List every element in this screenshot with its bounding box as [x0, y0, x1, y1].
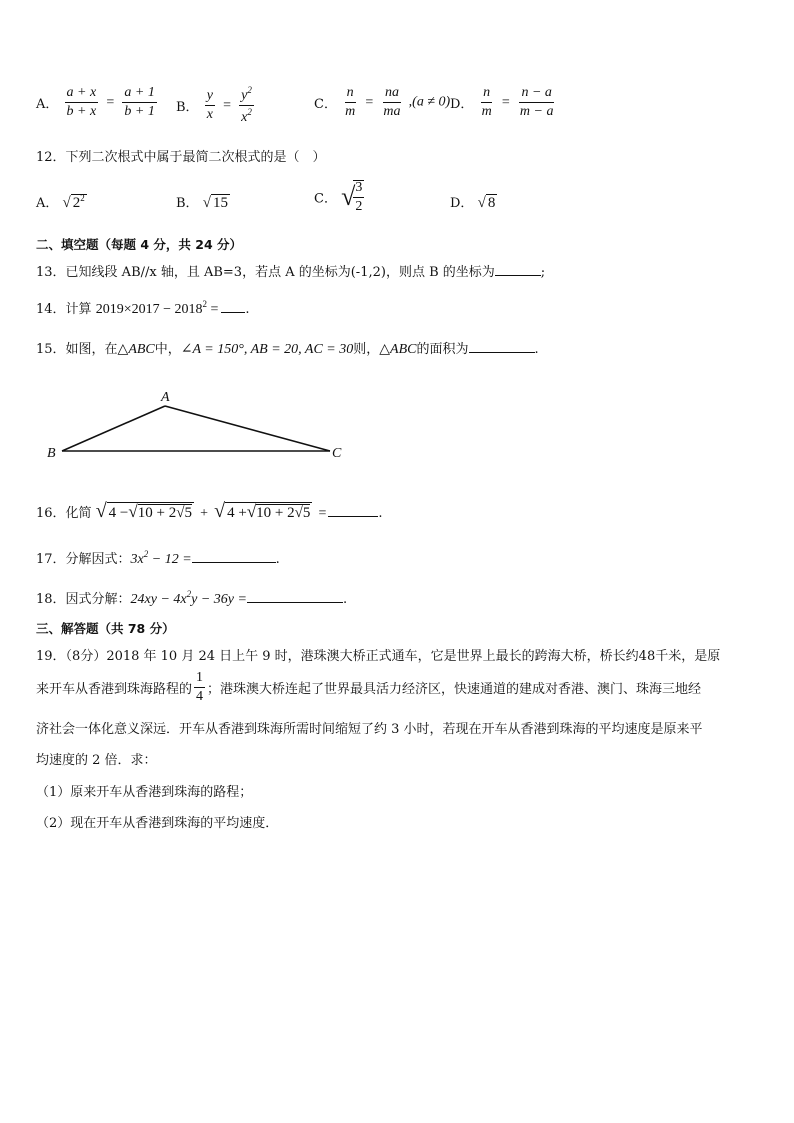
q13-text: 13．已知线段 AB//x 轴，且 AB=3，若点 A 的坐标为(-1,2)，则点 B 的坐标为: [36, 265, 495, 280]
answer-blank: [469, 340, 535, 353]
q15: 15．如图，在△ABC中，∠A = 150°, AB = 20, AC = 30则，△ABC的面积为 .: [36, 342, 539, 357]
answer-blank: [328, 504, 378, 517]
fraction: $\frac{1}{4}$: [196, 670, 204, 704]
q11-option-c: C． $\frac{n}{m}$ = $\frac{na}{ma}$ ,(a ≠ 0): [314, 85, 451, 119]
q19-line-4: 均速度的 2 倍．求：: [36, 753, 157, 768]
answer-blank: [495, 263, 541, 276]
q13: 13．已知线段 AB//x 轴，且 AB=3，若点 A 的坐标为(-1,2)，则点 B 的坐标为 ;: [36, 265, 546, 280]
q12-option-b: [176, 192, 230, 212]
fraction: $\frac{n - a}{m - a}$: [519, 85, 554, 119]
vertex-label-b: B: [47, 446, 56, 461]
vertex-label-a: A: [161, 390, 170, 405]
vertex-label-c: C: [332, 446, 342, 461]
fraction: $\frac{n}{m}$: [345, 85, 356, 119]
fraction: $\frac{n}{m}$: [481, 85, 492, 119]
section-title-solutions: 三、解答题（共 78 分）: [36, 621, 175, 636]
answer-blank: [192, 550, 276, 563]
section-title-fill-in: 二、填空题（每题 4 分，共 24 分）: [36, 237, 243, 252]
fraction: $\frac{a + x}{b + x}$: [66, 85, 97, 119]
answer-blank: [247, 590, 343, 603]
option-label: C．: [314, 97, 337, 112]
side-ac: [165, 406, 330, 451]
q19-line-1: 19．（8分）2018 年 10 月 24 日上午 9 时，港珠澳大桥正式通车，它是世界上最长的跨海大桥，桥长约48千米，是原: [36, 649, 721, 664]
q12-options: [36, 180, 756, 224]
q11-option-a: A． $\frac{a + x}{b + x}$ = $\frac{a + 1}{b + 1}$: [36, 85, 155, 119]
option-label: D．: [450, 196, 474, 211]
fraction: $\frac{y}{x}$: [206, 88, 213, 122]
q18: 18．因式分解：$24xy - 4x^2y - 36y$ = .: [36, 589, 348, 607]
option-label: D．: [450, 97, 474, 112]
option-label: A．: [36, 97, 59, 112]
q11-option-d: D． $\frac{n}{m}$ = $\frac{n - a}{m - a}$: [450, 85, 554, 119]
option-label: B．: [176, 100, 199, 115]
q12-stem: 12．下列二次根式中属于最简二次根式的是（ ）: [36, 150, 326, 165]
triangle-figure: [40, 384, 360, 464]
q11-options: [36, 86, 756, 130]
side-ab: [62, 406, 165, 451]
fraction: $\frac{na}{ma}$: [383, 85, 401, 119]
q19-sub-1: （1）原来开车从香港到珠海的路程；: [36, 785, 253, 800]
fraction: $\frac{y^2}{x^2}$: [241, 85, 252, 125]
fraction: $\frac{a + 1}{b + 1}$: [124, 85, 155, 119]
q12-option-d: [450, 192, 497, 212]
condition: ,(a ≠ 0): [408, 94, 451, 110]
square-root: √: [214, 500, 226, 522]
q19-line-3: 济社会一体化意义深远．开车从香港到珠海所需时间缩短了约 3 小时，若现在开车从香港到珠海的平均速度是原来平: [36, 722, 703, 737]
q11-option-b: B． $\frac{y}{x}$ = $\frac{y^2}{x^2}$: [176, 85, 252, 125]
square-root: √ $2^2$: [62, 193, 85, 211]
square-root: √ 8: [477, 195, 496, 211]
option-label: A．: [36, 196, 59, 211]
q16: 16．化简 √ 4 −√10 + 2√5 + √ 4 +√10 + 2√5 = .: [36, 500, 383, 522]
option-label: B．: [176, 196, 199, 211]
q14: 14．计算 $2019\times 2017 - 2018^2$ = .: [36, 299, 250, 317]
square-root: √ 15: [202, 195, 228, 211]
q17: 17．分解因式：$3x^2 - 12$ = .: [36, 549, 280, 567]
answer-blank: [221, 300, 245, 313]
q19-sub-2: （2）现在开车从香港到珠海的平均速度．: [36, 816, 279, 831]
q19-line-2: 来开车从香港到珠海路程的 $\frac{1}{4}$ ；港珠澳大桥连起了世界最具活力经济区，快速通道的建成对香港、澳门、珠海三地经: [36, 670, 702, 704]
q12-option-a: [36, 192, 87, 212]
fraction: $\frac{3}{2}$: [355, 180, 363, 214]
square-root: √: [95, 500, 107, 522]
square-root: √: [341, 182, 356, 211]
option-label: C．: [314, 191, 337, 207]
q12-option-c: [314, 180, 366, 214]
